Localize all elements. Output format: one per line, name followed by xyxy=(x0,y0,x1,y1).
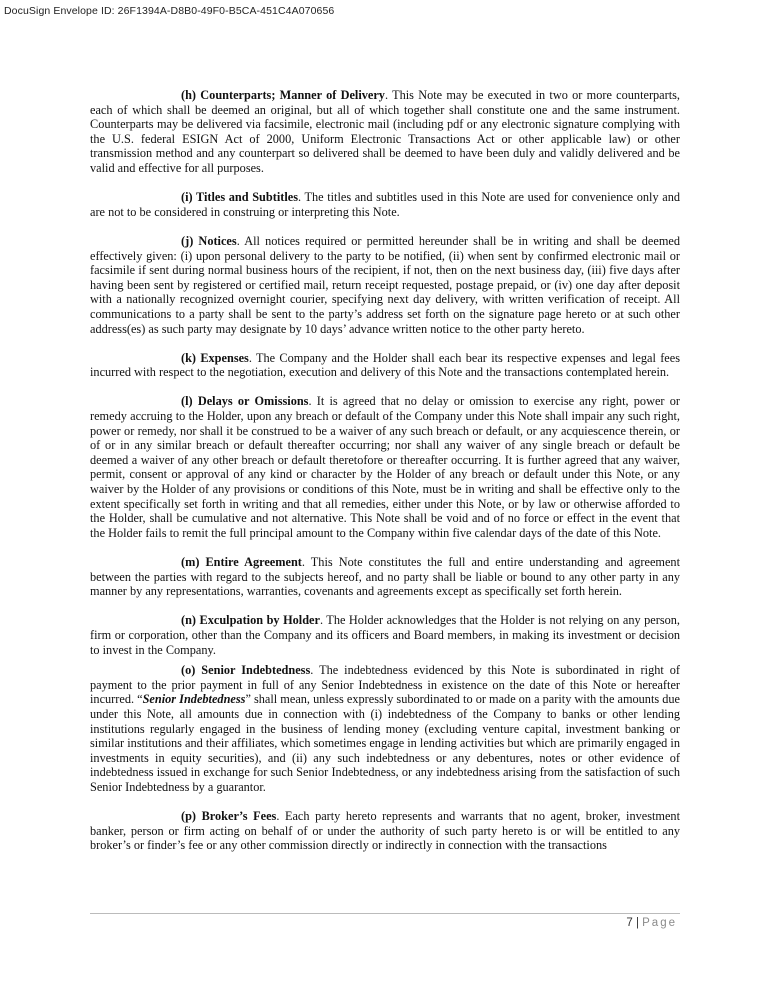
section-text: . This Note constitutes the full and entire understanding and agreement between the parties with regard to the subjects hereof, and no party shall be liable or bound to any other party in any manner by any representations, warranties, covenants and agreements except as specifically set forth herein. xyxy=(90,555,680,599)
section-exculpation xyxy=(90,613,680,657)
section-text: . This Note may be executed in two or more counterparts, each of which shall be deemed an original, but all of which together shall constitute one and the same instrument. Counterparts may be delivered via facsimile, electronic mail (including pdf or any electronic signature complying with the U.S. federal ESIGN Act of 2000, Uniform Electronic Transactions Act or other applicable law) or other transmission method and any counterpart so delivered shall be deemed to have been duly and validly delivered and be valid and effective for all purposes. xyxy=(90,88,681,175)
page-number: 7 xyxy=(626,917,633,929)
section-text: . The Company and the Holder shall each bear its respective expenses and legal fees incurred with respect to the negotiation, execution and delivery of this Note and the transactions contemplated herein. xyxy=(90,350,680,380)
section-text: . Each party hereto represents and warrants that no agent, broker, investment banker, person or firm acting on behalf of or under the authority of such party hereto is or will be entitled to any broker’s or finder’s fee or any other commission directly or indirectly in connection with the transactions xyxy=(90,809,680,853)
section-text: . The Holder acknowledges that the Holder is not relying on any person, firm or corporation, other than the Company and its officers and Board members, in making its investment or decision to invest in the Company. xyxy=(90,613,680,657)
section-delays-omissions xyxy=(90,394,680,540)
section-heading: (m) Entire Agreement xyxy=(181,555,302,569)
section-heading: (i) Titles and Subtitles xyxy=(181,190,298,205)
section-expenses xyxy=(90,351,680,380)
section-counterparts xyxy=(90,88,680,176)
section-notices xyxy=(90,234,680,336)
page-label: Page xyxy=(642,917,677,929)
section-text: . The indebtedness evidenced by this Note is subordinated in right of payment to the prior payment in full of any Senior Indebtedness in existence on the date of this Note or hereafter incurred. “ xyxy=(90,663,680,707)
defined-term: Senior Indebtedness xyxy=(142,692,246,707)
document-body xyxy=(90,88,680,867)
footer-divider xyxy=(90,913,680,914)
section-titles-subtitles xyxy=(90,190,680,219)
section-heading: (p) Broker’s Fees xyxy=(181,809,277,824)
section-entire-agreement xyxy=(90,555,680,599)
section-text: . It is agreed that no delay or omission to exercise any right, power or remedy accruing to the Holder, upon any breach or default of the Company under this Note shall impair any such right, power or remedy, nor shall it be construed to be a waiver of any such breach or default, or any acquiescence therein, or of or in any similar breach or default thereafter occurring; nor shall any waiver of any single breach or default be deemed a waiver of any other breach or default theretofore or thereafter occurring. It is further agreed that any waiver, permit, consent or approval of any kind or character by the Holder of any breach or default under this Note, or any waiver by the Holder of any provisions or conditions of this Note, must be in writing and shall be effective only to the extent specifically set forth in writing and that all remedies, either under this Note, or by law or otherwise afforded to the Holder, shall be cumulative and not alternative. This Note shall be void and of no force or effect in the event that the Holder fails to remit the full principal amount to the Company within five calendar days of the date of this Note. xyxy=(90,394,680,540)
section-senior-indebtedness xyxy=(90,663,680,794)
section-heading: (l) Delays or Omissions xyxy=(181,394,309,409)
section-text: . The titles and subtitles used in this Note are used for convenience only and are not to be considered in construing or interpreting this Note. xyxy=(90,190,680,219)
section-heading: (o) Senior Indebtedness xyxy=(181,663,311,678)
section-heading: (n) Exculpation by Holder xyxy=(181,613,320,628)
docusign-envelope-id: DocuSign Envelope ID: 26F1394A-D8B0-49F0-B5CA-451C4A070656 xyxy=(4,5,335,17)
section-heading: (j) Notices xyxy=(181,233,237,248)
section-brokers-fees xyxy=(90,809,680,853)
section-text: ” shall mean, unless expressly subordinated to or made on a parity with the amounts due under this Note, all amounts due in connection with (i) indebtedness of the Company to banks or other lending institutions regularly engaged in the business of lending money (excluding venture capital, investment banking or similar institutions and their affiliates, which sometimes engage in lending activities but which are primarily engaged in investments in equity securities), and (ii) any such indebtedness or any debentures, notes or other evidence of indebtedness issued in exchange for such Senior Indebtedness, or any indebtedness arising from the satisfaction of such Senior Indebtedness by a guarantor. xyxy=(90,692,680,794)
section-heading: (h) Counterparts; Manner of Delivery xyxy=(181,88,385,102)
page-footer xyxy=(626,917,677,929)
page-separator: | xyxy=(632,917,643,929)
section-text: . All notices required or permitted hereunder shall be in writing and shall be deemed effectively given: (i) upon personal delivery to the party to be notified, (ii) when sent by confirmed electronic mail or facsimile if sent during normal business hours of the recipient, if not, then on the next business day, (iii) five days after having been sent by registered or certified mail, return receipt requested, postage prepaid, or (iv) one day after deposit with a nationally recognized overnight courier, specifying next day delivery, with written verification of receipt. All communications to a party shall be sent to the party’s address set forth on the signature page hereto or at such other address(es) as such party may designate by 10 days’ advance written notice to the other party hereto. xyxy=(90,233,680,336)
section-heading: (k) Expenses xyxy=(181,350,249,365)
